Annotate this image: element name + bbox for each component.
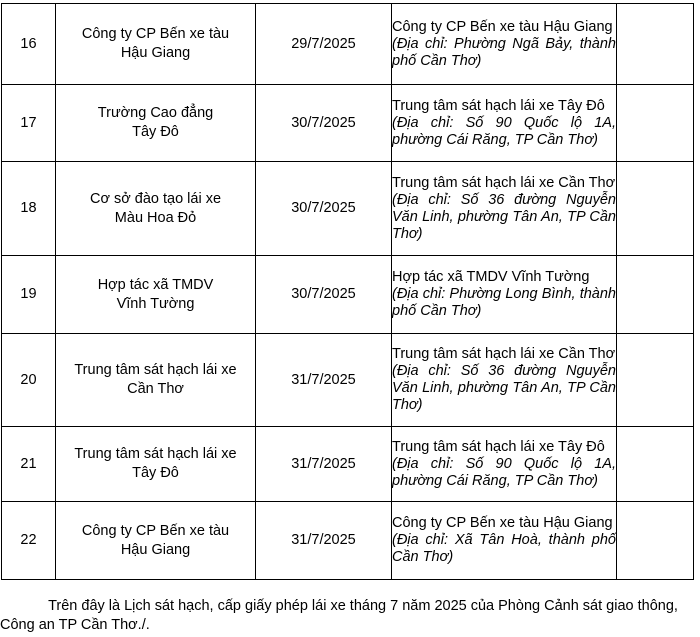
exam-date: 31/7/2025 [256,427,392,502]
exam-location-name: Trung tâm sát hạch lái xe Cần Thơ [392,346,616,362]
training-unit-line-1: Trung tâm sát hạch lái xe [74,446,237,462]
empty-cell [617,334,694,427]
training-unit [56,502,256,580]
empty-cell [617,85,694,162]
training-unit [56,334,256,427]
training-unit-line-1: Trung tâm sát hạch lái xe [74,362,237,378]
exam-location-name: Công ty CP Bến xe tàu Hậu Giang [392,515,613,531]
exam-location-name: Hợp tác xã TMDV Vĩnh Tường [392,269,590,285]
exam-location [392,85,617,162]
row-number: 16 [2,4,56,85]
training-unit [56,427,256,502]
training-unit-line-2: Hậu Giang [120,45,191,61]
exam-location-address: (Địa chỉ: Số 90 Quốc lộ 1A, phường Cái Răng, TP Cần Thơ) [392,114,616,148]
table-row [2,427,694,502]
empty-cell [617,4,694,85]
exam-location [392,427,617,502]
exam-location [392,502,617,580]
row-number: 18 [2,162,56,256]
training-unit-line-1: Công ty CP Bến xe tàu [81,522,230,539]
exam-location [392,4,617,85]
training-unit-line-2: Tây Đô [132,465,179,481]
closing-note-line-1: Trên đây là Lịch sát hạch, cấp giấy phép lái xe tháng 7 năm 2025 của Phòng Cảnh sát giao thông, [0,598,678,614]
exam-date: 29/7/2025 [256,4,392,85]
exam-location-address: (Địa chỉ: Xã Tân Hoà, thành phố Cần Thơ) [392,532,616,565]
training-unit-line-2: Tây Đô [132,124,179,140]
exam-location [392,162,617,256]
training-unit-line-2: Cần Thơ [127,381,184,397]
training-unit-line-1: Công ty CP Bến xe tàu [81,26,230,42]
training-unit-line-2: Hậu Giang [120,541,191,558]
exam-date: 30/7/2025 [256,85,392,162]
exam-location [392,334,617,427]
exam-date: 31/7/2025 [256,334,392,427]
row-number: 22 [2,502,56,580]
table-row [2,256,694,334]
exam-location-name: Trung tâm sát hạch lái xe Cần Thơ [392,174,616,191]
table-row [2,4,694,85]
exam-location-address: (Địa chỉ: Số 36 đường Nguyễn Văn Linh, phường Tân An, TP Cần Thơ) [392,363,616,413]
empty-cell [617,162,694,256]
training-unit [56,85,256,162]
exam-date: 30/7/2025 [256,162,392,256]
exam-location-address: (Địa chỉ: Số 90 Quốc lộ 1A, phường Cái Răng, TP Cần Thơ) [392,455,616,489]
closing-note-line-2: Công an TP Cần Thơ./. [0,617,150,633]
exam-location-name: Trung tâm sát hạch lái xe Tây Đô [392,97,605,114]
empty-cell [617,256,694,334]
table-row [2,502,694,580]
exam-location-name: Trung tâm sát hạch lái xe Tây Đô [392,438,605,455]
exam-location-address: (Địa chỉ: Phường Ngã Bảy, thành phố Cần Thơ) [392,35,616,69]
training-unit [56,162,256,256]
exam-date: 31/7/2025 [256,502,392,580]
exam-location-address: (Địa chỉ: Phường Long Bình, thành phố Cần Thơ) [392,286,616,319]
closing-note [0,597,700,635]
exam-location-address: (Địa chỉ: Số 36 đường Nguyễn Văn Linh, phường Tân An, TP Cần Thơ) [392,191,616,242]
training-unit-line-2: Màu Hoa Đỏ [114,209,197,226]
training-unit-line-2: Vĩnh Tường [116,295,195,312]
empty-cell [617,427,694,502]
table-row [2,162,694,256]
exam-date: 30/7/2025 [256,256,392,334]
training-unit-line-1: Trường Cao đẳng [97,105,214,121]
training-unit [56,256,256,334]
exam-schedule-table [1,3,694,580]
row-number: 21 [2,427,56,502]
exam-location [392,256,617,334]
exam-location-name: Công ty CP Bến xe tàu Hậu Giang [392,18,613,35]
training-unit-line-1: Hợp tác xã TMDV [97,276,214,293]
empty-cell [617,502,694,580]
training-unit-line-1: Cơ sở đào tạo lái xe [89,190,222,207]
table-row [2,85,694,162]
training-unit [56,4,256,85]
row-number: 19 [2,256,56,334]
row-number: 20 [2,334,56,427]
table-row [2,334,694,427]
row-number: 17 [2,85,56,162]
